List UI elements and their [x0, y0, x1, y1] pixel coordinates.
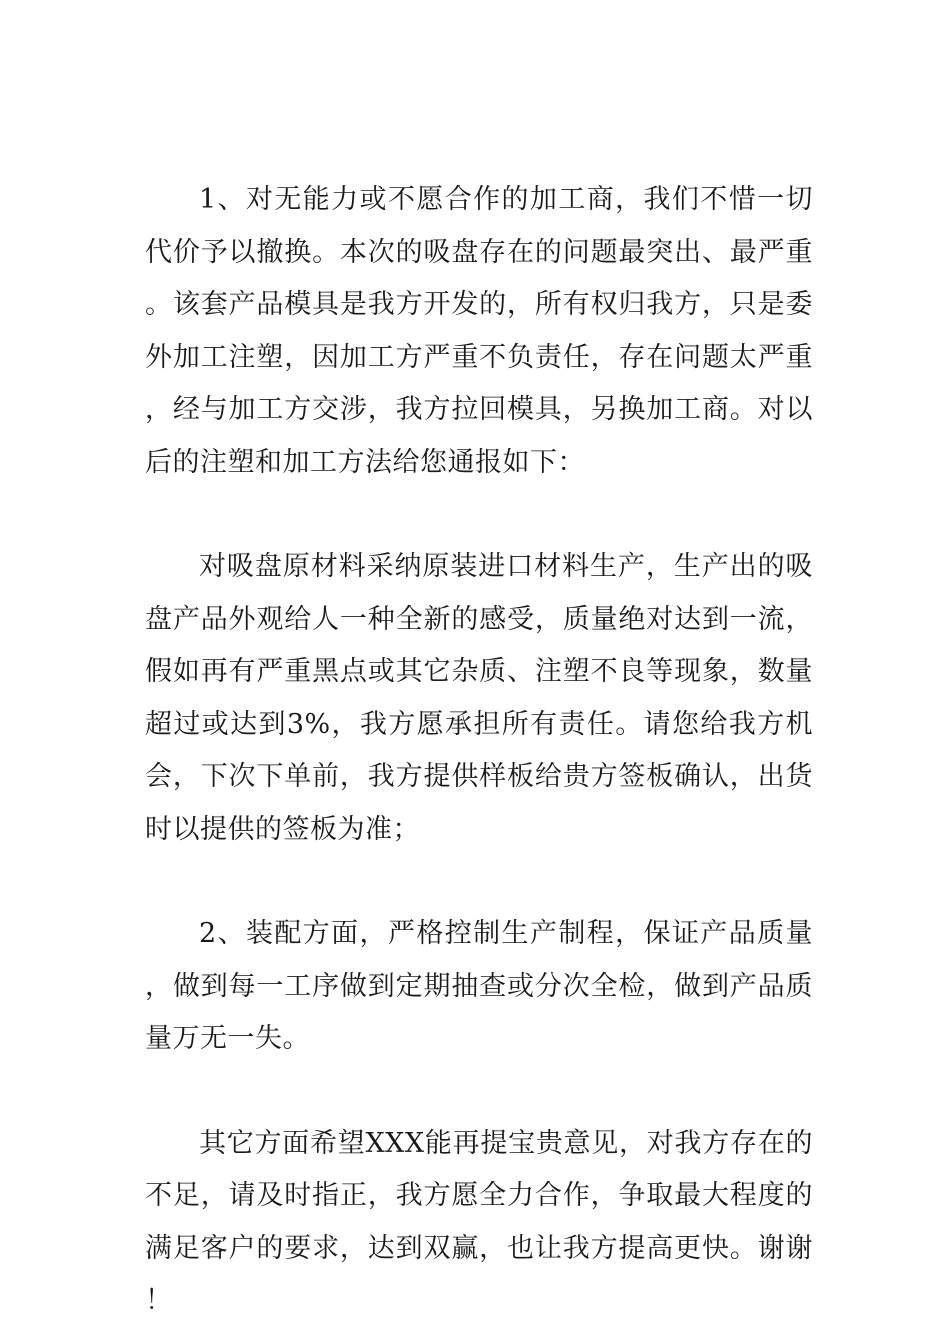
paragraph-2: 对吸盘原材料采纳原装进口材料生产，生产出的吸盘产品外观给人一种全新的感受，质量绝对达到一流，假如再有严重黑点或其它杂质、注塑不良等现象，数量超过或达到3%，我方愿承担所有责任。请您给我方机会，下次下单前，我方提供样板给贵方签板确认，出货时以提供的签板为准； [145, 551, 813, 845]
paragraph-3: 2、装配方面，严格控制生产制程，保证产品质量，做到每一工序做到定期抽查或分次全检，做到产品质量万无一失。 [145, 918, 813, 1054]
paragraph-1: 1、对无能力或不愿合作的加工商，我们不惜一切代价予以撤换。本次的吸盘存在的问题最突出、最严重。该套产品模具是我方开发的，所有权归我方，只是委外加工注塑，因加工方严重不负责任，存在问题太严重，经与加工方交涉，我方拉回模具，另换加工商。对以后的注塑和加工方法给您通报如下： [145, 184, 813, 478]
paragraph-4: 其它方面希望XXX能再提宝贵意见，对我方存在的不足，请及时指正，我方愿全力合作，争取最大程度的满足客户的要求，达到双赢，也让我方提高更快。谢谢！ [145, 1127, 813, 1316]
document-body [145, 174, 813, 1328]
